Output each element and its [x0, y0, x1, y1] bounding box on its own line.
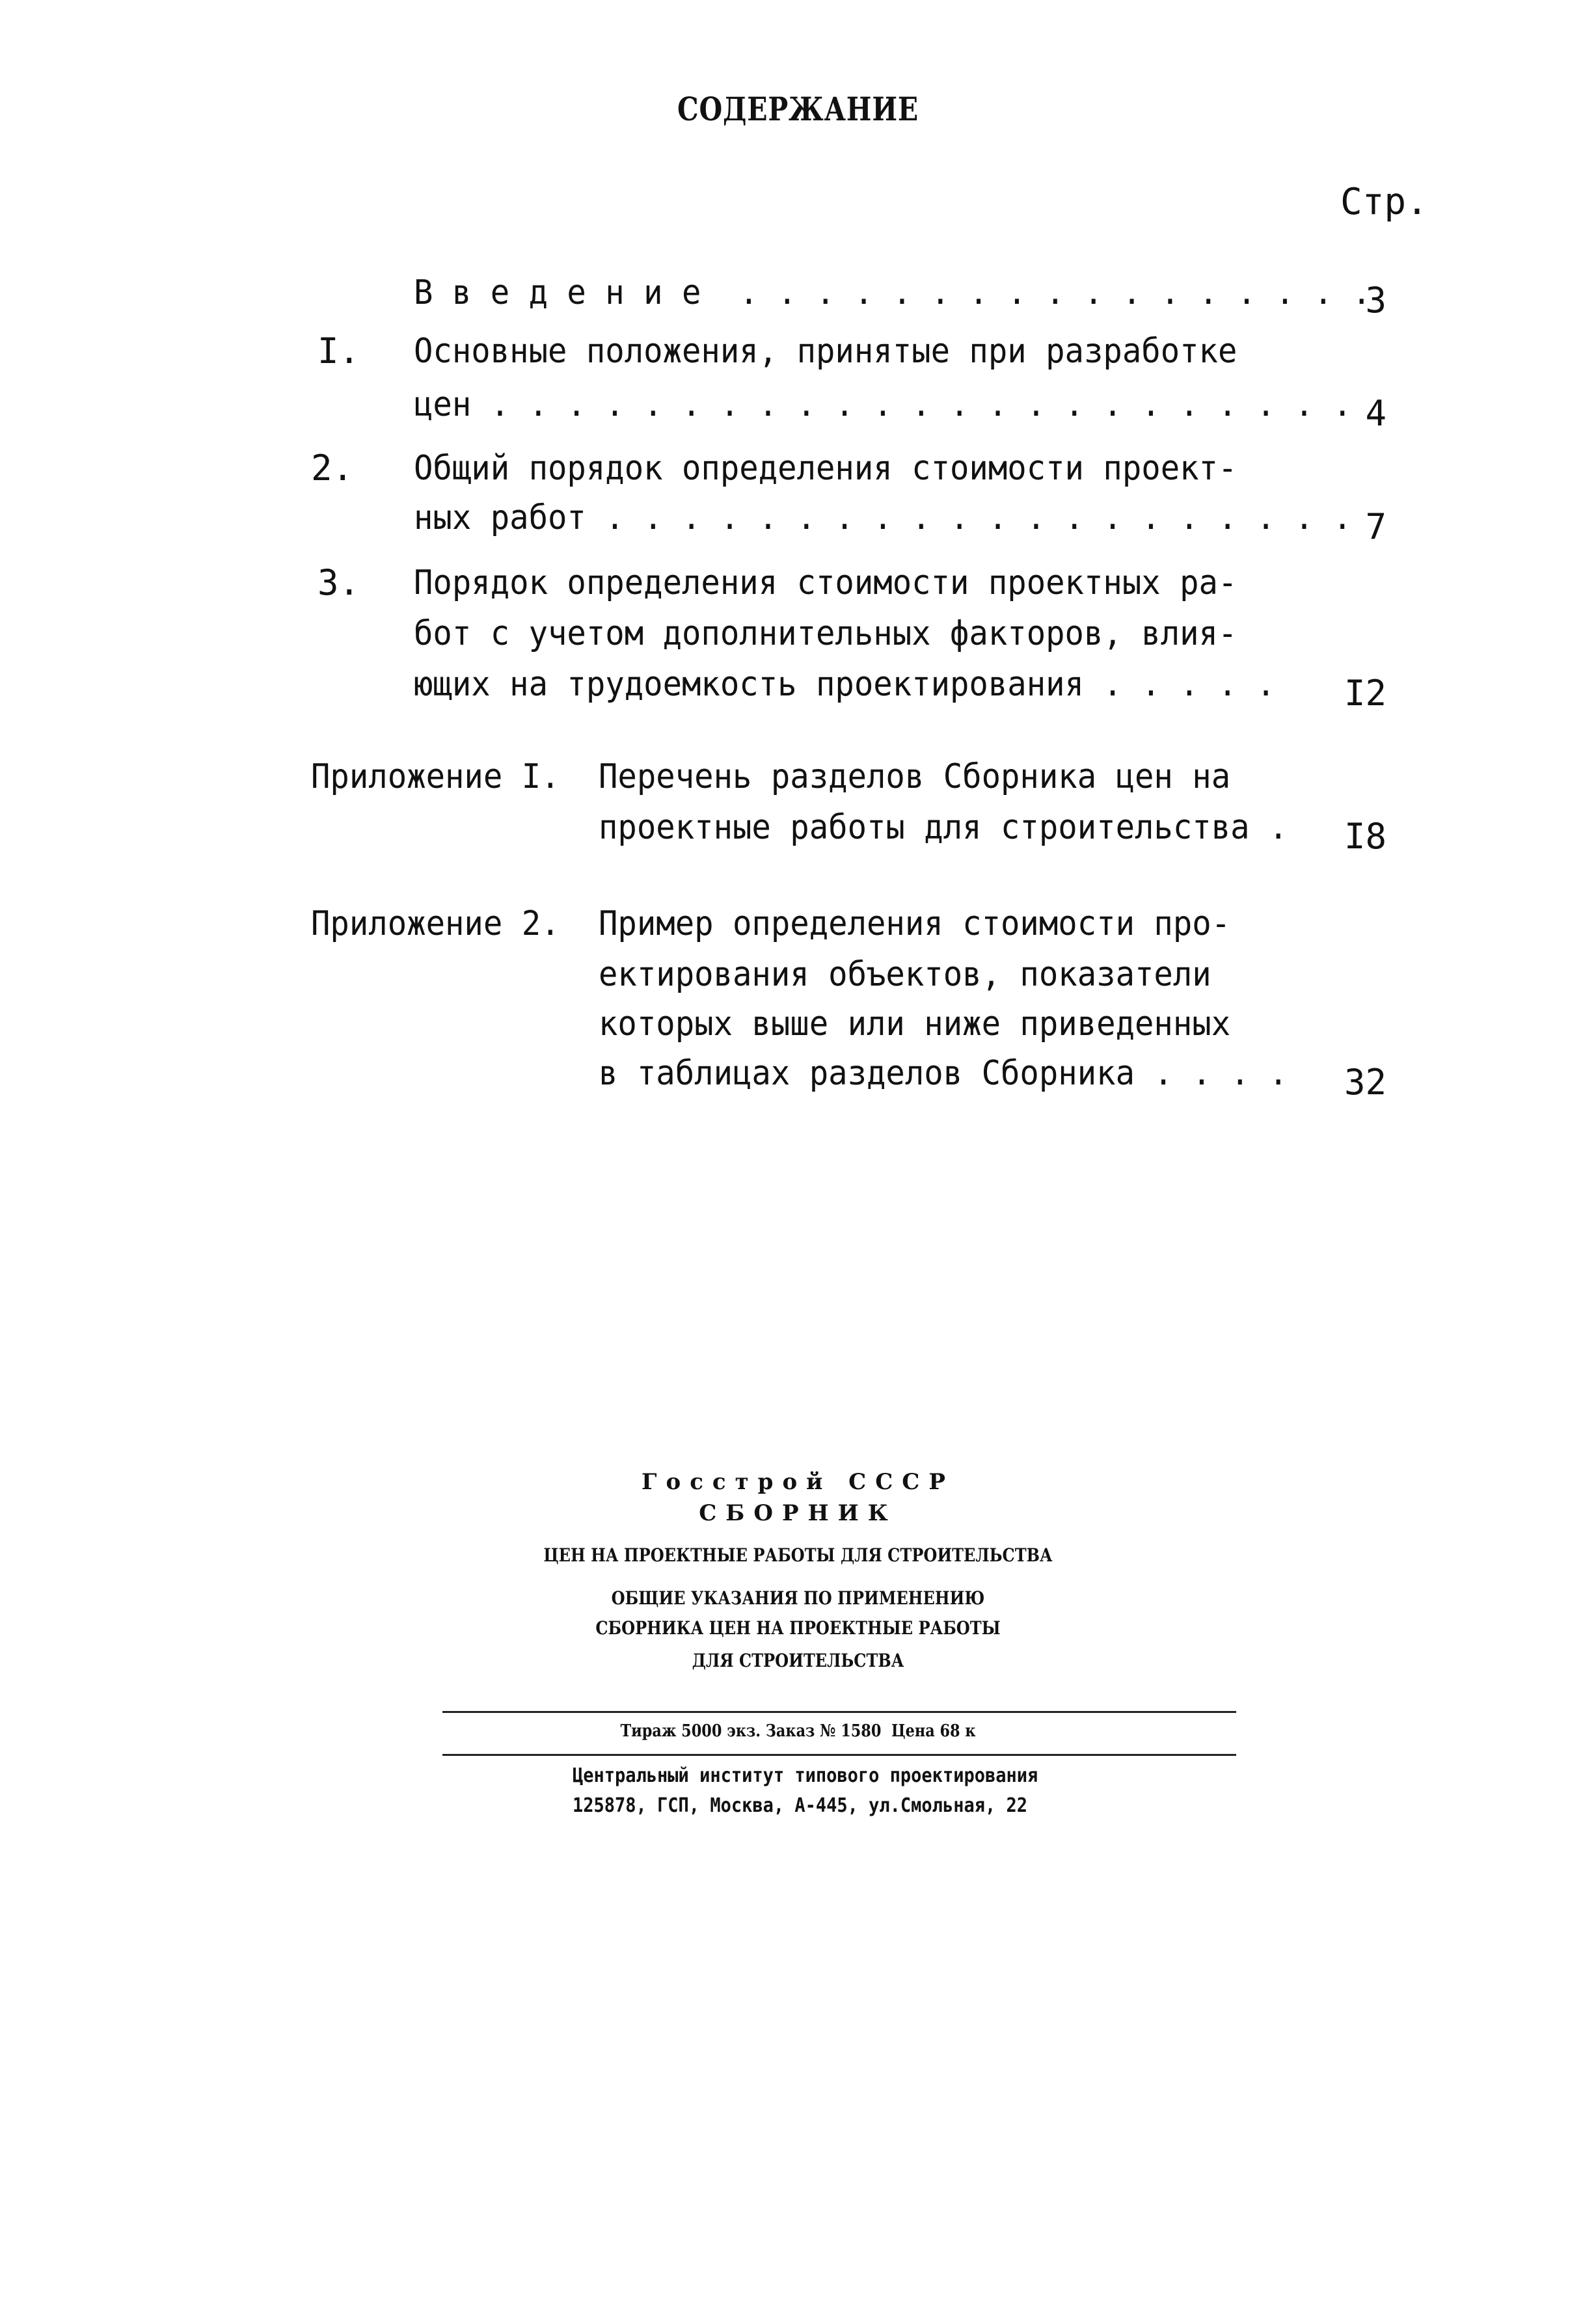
- toc-intro-text: В в е д е н и е . . . . . . . . . . . . . . . . .: [414, 273, 1372, 312]
- toc-section2-page: 7: [1365, 506, 1386, 547]
- imprint-publisher: Центральный институт типового проектирования: [573, 1764, 1038, 1787]
- toc-section2-number: 2.: [311, 448, 354, 489]
- toc-appendix2-label: Приложение 2.: [311, 904, 560, 943]
- toc-section2-line1: Общий порядок определения стоимости проект-: [414, 449, 1238, 488]
- toc-section3-number: 3.: [318, 562, 360, 603]
- toc-section1-page: 4: [1365, 393, 1386, 434]
- imprint-subtitle: ЦЕН НА ПРОЕКТНЫЕ РАБОТЫ ДЛЯ СТРОИТЕЛЬСТВА: [543, 1544, 1053, 1566]
- imprint-doc-line3: ДЛЯ СТРОИТЕЛЬСТВА: [692, 1650, 904, 1671]
- toc-appendix2-line3: которых выше или ниже приведенных: [599, 1004, 1231, 1044]
- toc-section2-line2: ных работ . . . . . . . . . . . . . . . . . . . .: [414, 498, 1352, 537]
- toc-appendix2-line1: Пример определения стоимости про-: [599, 904, 1231, 943]
- toc-intro-page: 3: [1365, 280, 1386, 321]
- toc-title: СОДЕРЖАНИЕ: [677, 90, 919, 128]
- toc-section3-page: I2: [1344, 673, 1386, 714]
- imprint-rule-bottom: [442, 1754, 1236, 1756]
- page-column-header: Стр.: [1340, 181, 1428, 223]
- toc-section1-line2: цен . . . . . . . . . . . . . . . . . . . . . . .: [414, 385, 1352, 424]
- toc-appendix2-line4: в таблицах разделов Сборника . . . .: [599, 1054, 1288, 1093]
- toc-appendix2-line2: ектирования объектов, показатели: [599, 955, 1211, 994]
- toc-section1-number: I.: [318, 330, 360, 371]
- toc-section3-line1: Порядок определения стоимости проектных ра-: [414, 563, 1238, 602]
- imprint-org: Госстрой СССР: [642, 1469, 954, 1495]
- toc-section1-line1: Основные положения, принятые при разработке: [414, 332, 1238, 371]
- imprint-doc-line2: СБОРНИКА ЦЕН НА ПРОЕКТНЫЕ РАБОТЫ: [595, 1617, 1001, 1639]
- imprint-address: 125878, ГСП, Москва, А-445, ул.Смольная, 22: [573, 1794, 1027, 1817]
- imprint-rule-top: [442, 1711, 1236, 1713]
- toc-appendix2-page: 32: [1344, 1062, 1386, 1103]
- imprint-collection: СБОРНИК: [699, 1500, 897, 1526]
- toc-section3-line3: ющих на трудоемкость проектирования . . . . .: [414, 665, 1276, 704]
- toc-appendix1-label: Приложение I.: [311, 757, 560, 796]
- toc-appendix1-page: I8: [1344, 816, 1386, 857]
- toc-appendix1-line1: Перечень разделов Сборника цен на: [599, 757, 1231, 796]
- toc-appendix1-line2: проектные работы для строительства .: [599, 808, 1288, 847]
- imprint-doc-line1: ОБЩИЕ УКАЗАНИЯ ПО ПРИМЕНЕНИЮ: [611, 1587, 985, 1609]
- toc-section3-line2: бот с учетом дополнительных факторов, влия-: [414, 614, 1238, 653]
- imprint-print-run: Тираж 5000 экз. Заказ № 1580 Цена 68 к: [620, 1721, 976, 1741]
